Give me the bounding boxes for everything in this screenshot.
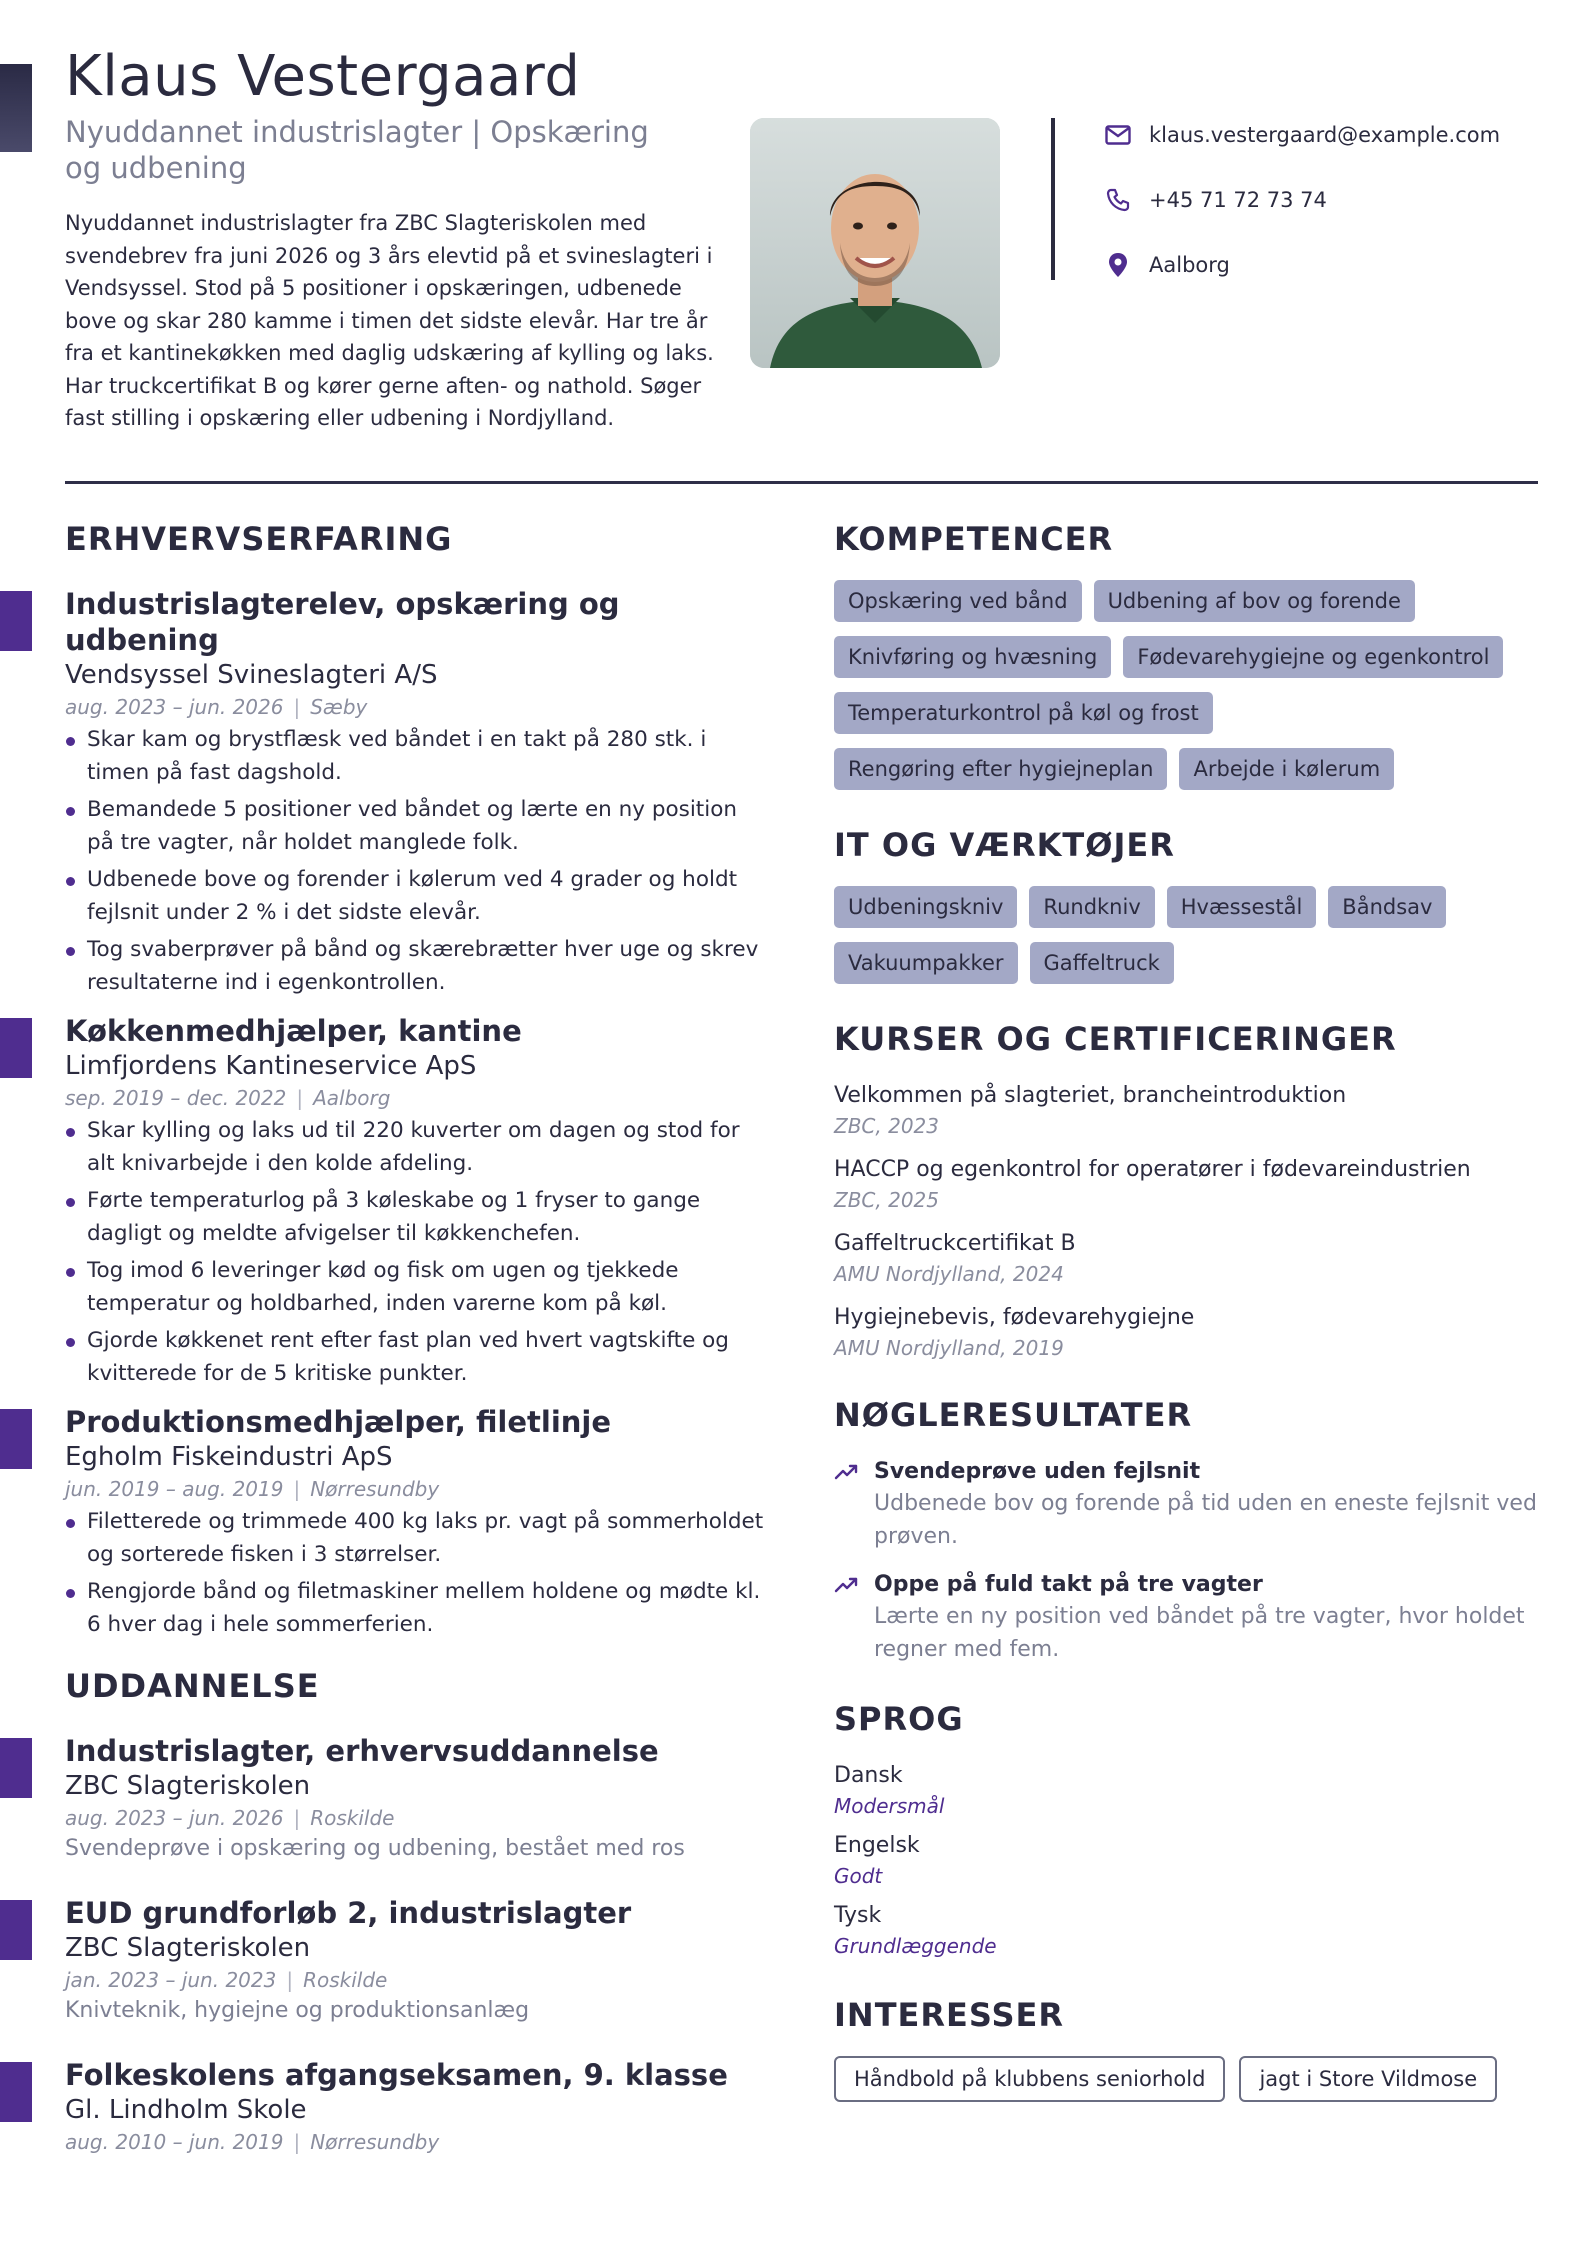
entry-organization: Limfjordens Kantineservice ApS — [65, 1051, 477, 1081]
location-text: Aalborg — [1149, 253, 1230, 277]
mail-icon — [1103, 120, 1133, 150]
experience-entry — [65, 586, 765, 999]
result-description: Lærte en ny position ved båndet på tre vagter, hvor holdet regner med fem. — [874, 1604, 1525, 1662]
entry-title: EUD grundforløb 2, industrislagter — [65, 1896, 632, 1930]
entry-period: aug. 2023 – jun. 2026 — [65, 695, 284, 719]
interests-section-title: INTERESSER — [834, 1996, 1065, 2034]
entry-title: Industrislagterelev, opskæring og udbening — [65, 587, 620, 657]
course-item — [834, 1154, 1544, 1214]
entry-period: jun. 2019 – aug. 2019 — [65, 1477, 284, 1501]
competency-tag: Knivføring og hvæsning — [834, 636, 1111, 678]
result-item — [834, 1456, 1544, 1553]
course-title: Gaffeltruckcertifikat B — [834, 1231, 1076, 1256]
interest-tag: Håndbold på klubbens seniorhold — [834, 2056, 1225, 2102]
subtitle-line-1: Nyuddannet industrislagter | Opskæring — [65, 115, 649, 149]
competency-tag: Fødevarehygiejne og egenkontrol — [1123, 636, 1503, 678]
course-item — [834, 1228, 1544, 1288]
language-name: Tysk — [834, 1903, 882, 1928]
bullet-item: Skar kylling og laks ud til 220 kuverter om dagen og stod for alt knivarbejde i den kolde afdeling. — [65, 1115, 765, 1180]
contact-location — [1103, 247, 1230, 283]
bullet-item: Tog imod 6 leveringer kød og fisk om ugen og tjekkede temperatur og holdbarhed, inden varerne kom på køl. — [65, 1255, 765, 1320]
tool-tag: Hvæssestål — [1167, 886, 1317, 928]
education-section-title: UDDANNELSE — [65, 1667, 320, 1705]
entry-description: Knivteknik, hygiejne og produktionsanlæg — [65, 1998, 530, 2023]
bullet-item: Bemandede 5 positioner ved båndet og lærte en ny position på tre vagter, når holdet manglede folk. — [65, 794, 765, 859]
bullet-item: Rengjorde bånd og filetmaskiner mellem holdene og mødte kl. 6 hver dag i hele sommerferien. — [65, 1576, 765, 1641]
entry-description: Svendeprøve i opskæring og udbening, bestået med ros — [65, 1836, 685, 1861]
meta-separator: | — [296, 1086, 304, 1110]
bullet-item: Gjorde køkkenet rent efter fast plan ved hvert vagtskifte og kvitterede for de 5 kritiske punkter. — [65, 1325, 765, 1390]
competency-tag: Udbening af bov og forende — [1094, 580, 1415, 622]
competency-tags — [834, 580, 1534, 790]
entry-meta — [65, 1965, 765, 1995]
language-item — [834, 1830, 1544, 1890]
course-item — [834, 1302, 1544, 1362]
entry-bullets — [65, 1506, 765, 1641]
entry-marker — [0, 2062, 32, 2122]
course-meta: AMU Nordjylland, 2019 — [834, 1336, 1064, 1360]
bullet-item: Udbenede bove og forender i kølerum ved 4 grader og holdt fejlsnit under 2 % i det sidste elevår. — [65, 864, 765, 929]
entry-meta — [65, 1803, 765, 1833]
tool-tag: Vakuumpakker — [834, 942, 1018, 984]
bullet-item: Skar kam og brystflæsk ved båndet i en takt på 280 stk. i timen på fast dagshold. — [65, 724, 765, 789]
results-list — [834, 1456, 1544, 1666]
left-column — [65, 520, 765, 2157]
candidate-subtitle — [65, 114, 675, 186]
entry-title: Industrislagter, erhvervsuddannelse — [65, 1734, 659, 1768]
course-meta: AMU Nordjylland, 2024 — [834, 1262, 1064, 1286]
profile-summary: Nyuddannet industrislagter fra ZBC Slagteriskolen med svendebrev fra juni 2026 og 3 års elevtid på et svineslagteri i Vendsyssel. Stod på 5 positioner i opskæringen, udbenede bove og skar 280 kamme i timen det sidste elevår. Har tre år fra et kantinekøkken med daglig udskæring af kylling og laks. Har truckcertifikat B og kører gerne aften- og nathold. Søger fast stilling i opskæring eller udbening i Nordjylland. — [65, 211, 714, 430]
interest-tag: jagt i Store Vildmose — [1239, 2056, 1497, 2102]
meta-separator: | — [286, 1968, 294, 1992]
language-item — [834, 1900, 1544, 1960]
entry-meta — [65, 692, 765, 722]
entry-organization: Vendsyssel Svineslagteri A/S — [65, 660, 438, 690]
meta-separator: | — [293, 1477, 301, 1501]
education-entry — [65, 1895, 765, 2027]
trending-up-icon — [834, 1575, 860, 1595]
candidate-name: Klaus Vestergaard — [65, 44, 581, 109]
trending-up-icon — [834, 1462, 860, 1482]
tools-section-title: IT OG VÆRKTØJER — [834, 826, 1175, 864]
entry-title: Køkkenmedhjælper, kantine — [65, 1014, 522, 1048]
tool-tag: Rundkniv — [1029, 886, 1154, 928]
languages-list — [834, 1760, 1544, 1960]
competencies-section-title: KOMPETENCER — [834, 520, 1114, 558]
meta-separator: | — [293, 2130, 301, 2154]
language-level: Grundlæggende — [834, 1934, 997, 1958]
competency-tag: Opskæring ved bånd — [834, 580, 1082, 622]
phone-text: +45 71 72 73 74 — [1149, 188, 1327, 212]
entry-place: Nørresundby — [310, 2130, 440, 2154]
competency-tag: Arbejde i kølerum — [1179, 748, 1394, 790]
entry-bullets — [65, 1115, 765, 1390]
tool-tag: Udbeningskniv — [834, 886, 1017, 928]
courses-list — [834, 1080, 1544, 1362]
tool-tag: Gaffeltruck — [1030, 942, 1174, 984]
tool-tags — [834, 886, 1534, 984]
entry-period: jan. 2023 – jun. 2023 — [65, 1968, 277, 1992]
entry-bullets — [65, 724, 765, 999]
entry-marker — [0, 1409, 32, 1469]
experience-entry — [65, 1013, 765, 1390]
entry-period: aug. 2023 – jun. 2026 — [65, 1806, 284, 1830]
entry-marker — [0, 1900, 32, 1960]
entry-meta — [65, 1083, 765, 1113]
email-text: klaus.vestergaard@example.com — [1149, 123, 1501, 147]
course-title: HACCP og egenkontrol for operatører i fødevareindustrien — [834, 1157, 1471, 1182]
header-accent-bar — [0, 64, 32, 152]
right-column — [834, 520, 1544, 2102]
entry-meta — [65, 1474, 765, 1504]
languages-section-title: SPROG — [834, 1700, 964, 1738]
courses-section-title: KURSER OG CERTIFICERINGER — [834, 1020, 1397, 1058]
entry-place: Aalborg — [313, 1086, 391, 1110]
result-item — [834, 1569, 1544, 1666]
result-description: Udbenede bov og forende på tid uden en eneste fejlsnit ved prøven. — [874, 1491, 1537, 1549]
header-divider — [65, 481, 1538, 484]
contact-phone[interactable] — [1103, 182, 1327, 218]
language-item — [834, 1760, 1544, 1820]
meta-separator: | — [293, 1806, 301, 1830]
profile-photo — [750, 118, 1000, 368]
education-entry — [65, 2057, 765, 2157]
results-section-title: NØGLERESULTATER — [834, 1396, 1193, 1434]
competency-tag: Temperaturkontrol på køl og frost — [834, 692, 1213, 734]
entry-place: Roskilde — [303, 1968, 388, 1992]
language-name: Engelsk — [834, 1833, 920, 1858]
course-title: Velkommen på slagteriet, brancheintroduktion — [834, 1083, 1347, 1108]
course-title: Hygiejnebevis, fødevarehygiejne — [834, 1305, 1195, 1330]
experience-entry — [65, 1404, 765, 1641]
entry-marker — [0, 591, 32, 651]
entry-place: Sæby — [310, 695, 368, 719]
experience-section-title: ERHVERVSERFARING — [65, 520, 453, 558]
entry-organization: Egholm Fiskeindustri ApS — [65, 1442, 393, 1472]
entry-period: sep. 2019 – dec. 2022 — [65, 1086, 287, 1110]
language-name: Dansk — [834, 1763, 903, 1788]
entry-title: Produktionsmedhjælper, filetlinje — [65, 1405, 612, 1439]
competency-tag: Rengøring efter hygiejneplan — [834, 748, 1167, 790]
interest-tags — [834, 2056, 1544, 2102]
bullet-item: Tog svaberprøver på bånd og skærebrætter hver uge og skrev resultaterne ind i egenkontrollen. — [65, 934, 765, 999]
entry-organization: Gl. Lindholm Skole — [65, 2095, 307, 2125]
phone-icon — [1103, 185, 1133, 215]
meta-separator: | — [293, 695, 301, 719]
subtitle-line-2: og udbening — [65, 151, 247, 185]
course-meta: ZBC, 2023 — [834, 1114, 939, 1138]
entry-organization: ZBC Slagteriskolen — [65, 1933, 311, 1963]
course-meta: ZBC, 2025 — [834, 1188, 939, 1212]
entry-meta — [65, 2127, 765, 2157]
entry-organization: ZBC Slagteriskolen — [65, 1771, 311, 1801]
location-pin-icon — [1103, 250, 1133, 280]
bullet-item: Førte temperaturlog på 3 køleskabe og 1 fryser to gange dagligt og meldte afvigelser til køkkenchefen. — [65, 1185, 765, 1250]
contact-email[interactable] — [1103, 117, 1500, 153]
entry-title: Folkeskolens afgangseksamen, 9. klasse — [65, 2058, 728, 2092]
course-item — [834, 1080, 1544, 1140]
language-level: Godt — [834, 1864, 883, 1888]
result-title: Svendeprøve uden fejlsnit — [874, 1459, 1201, 1484]
entry-place: Roskilde — [310, 1806, 395, 1830]
result-title: Oppe på fuld takt på tre vagter — [874, 1572, 1263, 1597]
entry-marker — [0, 1738, 32, 1798]
tool-tag: Båndsav — [1328, 886, 1446, 928]
education-entry — [65, 1733, 765, 1865]
language-level: Modersmål — [834, 1794, 945, 1818]
entry-place: Nørresundby — [310, 1477, 440, 1501]
bullet-item: Filetterede og trimmede 400 kg laks pr. vagt på sommerholdet og sorterede fisken i 3 størrelser. — [65, 1506, 765, 1571]
entry-marker — [0, 1018, 32, 1078]
entry-period: aug. 2010 – jun. 2019 — [65, 2130, 284, 2154]
contact-divider — [1051, 118, 1055, 280]
